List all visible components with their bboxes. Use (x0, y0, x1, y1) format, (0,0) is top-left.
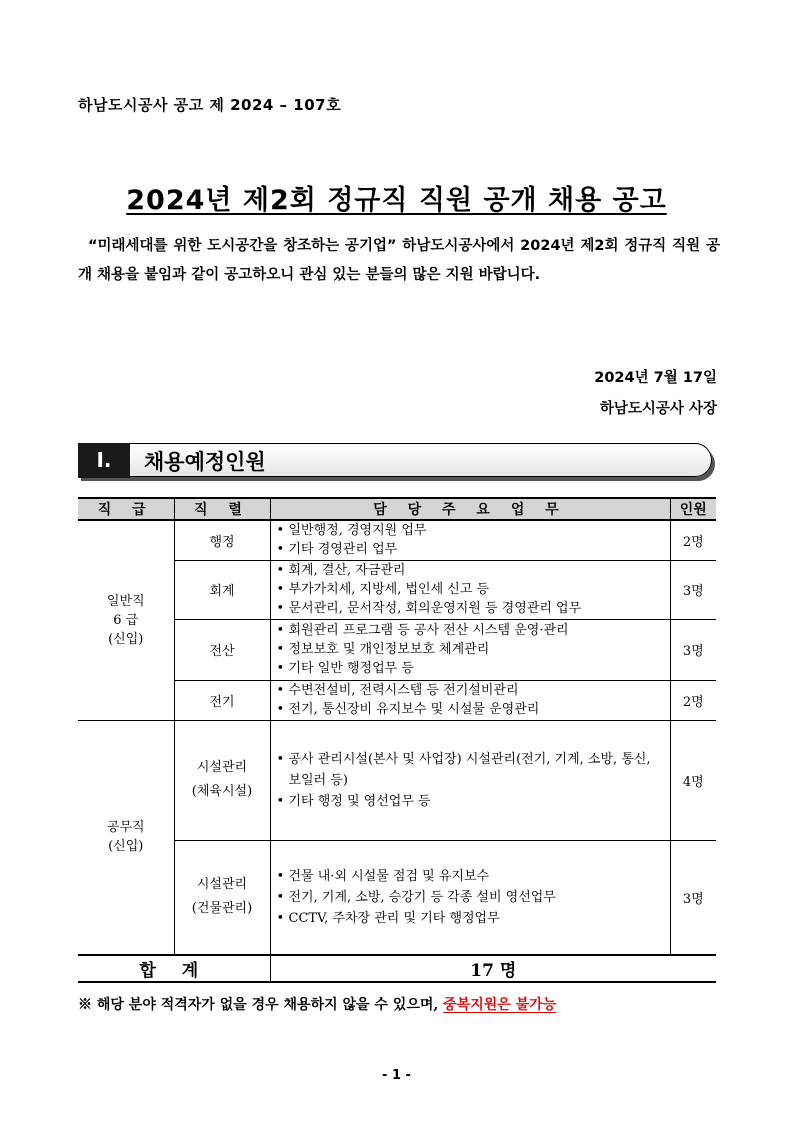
duties-cell (270, 619, 670, 680)
series-label: 전산 (209, 644, 235, 659)
total-row (78, 955, 716, 982)
grade-cell (78, 720, 174, 955)
duty-item: • 기타 행정 및 영선업무 등 (277, 791, 666, 812)
grade-cell (78, 520, 174, 720)
series-label: (체육시설) (191, 784, 253, 799)
grade-line: (신입) (108, 631, 144, 647)
table-row (78, 720, 716, 840)
series-label: 회계 (209, 584, 235, 599)
duties-cell (270, 720, 670, 840)
count-cell: 2명 (670, 520, 716, 560)
duty-item: • 수변전설비, 전력시스템 등 전기설비관리 (277, 681, 666, 700)
series-cell (174, 720, 270, 840)
duty-item: • 문서관리, 문서작성, 회의운영지원 등 경영관리 업무 (277, 599, 666, 618)
duty-item: • 전기, 통신장비 유지보수 및 시설물 운영관리 (277, 700, 666, 719)
duty-item: • 전기, 기계, 소방, 승강기 등 각종 설비 영선업무 (277, 887, 666, 908)
duty-item: • 회계, 결산, 자금관리 (277, 561, 666, 580)
series-cell (174, 560, 270, 619)
series-label: 전기 (209, 694, 235, 710)
grade-line: 일반직 (106, 593, 145, 609)
duty-item: • 건물 내·외 시설물 점검 및 유지보수 (277, 866, 666, 887)
signer: 하남도시공사 사장 (599, 401, 717, 417)
grade-line: (신입) (108, 839, 144, 855)
duties-cell (270, 840, 670, 955)
header-count: 인원 (670, 498, 716, 520)
duty-item: • 일반행정, 경영지원 업무 (277, 521, 666, 540)
duties-cell (270, 560, 670, 619)
duty-item: • 정보보호 및 개인정보보호 체계관리 (277, 640, 666, 659)
count-cell: 3명 (670, 840, 716, 955)
series-cell (174, 680, 270, 720)
duty-item: • 공사 관리시설(본사 및 사업장) 시설관리(전기, 기계, 소방, 통신, 보일러 등) (277, 749, 666, 791)
duty-item: • 부가가치세, 지방세, 법인세 신고 등 (277, 580, 666, 599)
section-title: 채용예정인원 (144, 450, 266, 474)
duties-cell (270, 520, 670, 560)
total-value: 17 명 (270, 955, 716, 982)
duty-item: • CCTV, 주차장 관리 및 기타 행정업무 (277, 908, 666, 929)
grade-line: 공무직 (106, 820, 145, 836)
table-header-row (78, 498, 716, 520)
section-number: Ⅰ. (78, 443, 130, 478)
count-cell: 2명 (670, 680, 716, 720)
series-label: 시설관리 (196, 760, 248, 775)
footnote-text: ※ 해당 분야 적격자가 없을 경우 채용하지 않을 수 있으며, (78, 997, 444, 1013)
recruitment-table (78, 497, 716, 983)
count-cell: 3명 (670, 560, 716, 619)
table-row (78, 840, 716, 955)
series-cell (174, 520, 270, 560)
grade-line: 6 급 (113, 612, 139, 628)
duty-item: • 기타 경영관리 업무 (277, 540, 666, 559)
series-cell (174, 840, 270, 955)
header-duties: 담 당 주 요 업 무 (270, 498, 670, 520)
table-row (78, 560, 716, 619)
header-series: 직 렬 (174, 498, 270, 520)
footnote (78, 994, 556, 1014)
footnote-warning: 중복지원은 불가능 (443, 997, 557, 1013)
duties-cell (270, 680, 670, 720)
series-cell (174, 619, 270, 680)
page-title: 2024년 제2회 정규직 직원 공개 채용 공고 (126, 185, 667, 216)
section-banner (78, 443, 718, 479)
table-row (78, 619, 716, 680)
duty-item: • 회원관리 프로그램 등 공사 전산 시스템 운영·관리 (277, 621, 666, 640)
series-label: (건물관리) (191, 901, 253, 917)
table-row (78, 680, 716, 720)
total-label: 합 계 (78, 955, 270, 982)
notice-number: 하남도시공사 공고 제 2024 – 107호 (78, 96, 342, 114)
series-label: 행정 (209, 534, 235, 550)
count-cell: 4명 (670, 720, 716, 840)
announcement-date: 2024년 7월 17일 (594, 370, 717, 386)
duty-item: • 기타 일반 행정업무 등 (277, 659, 666, 678)
header-grade: 직 급 (78, 498, 174, 520)
page-number: - 1 - (382, 1068, 411, 1083)
series-label: 시설관리 (196, 877, 248, 893)
intro-paragraph: “미래세대를 위한 도시공간을 창조하는 공기업” 하남도시공사에서 2024년 제2회 정규직 직원 공개 채용을 붙임과 같이 공고하오니 관심 있는 분들의 많은 지원 바랍니다. (78, 238, 720, 283)
count-cell: 3명 (670, 619, 716, 680)
table-row (78, 520, 716, 560)
